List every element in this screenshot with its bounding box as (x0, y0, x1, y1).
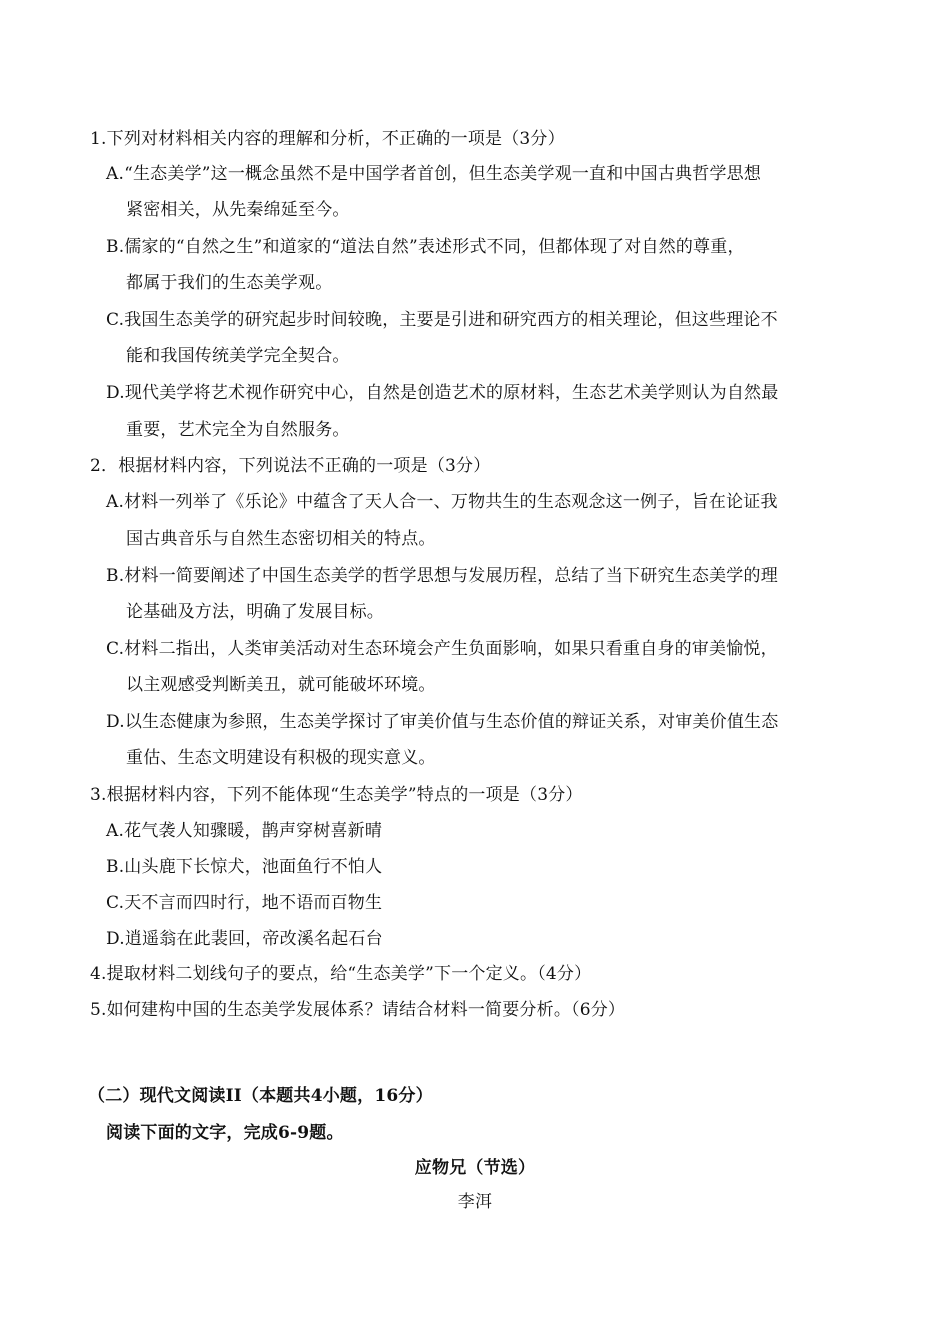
section-heading: （二）现代文阅读II（本题共4小题，16分） (88, 1086, 433, 1106)
question-1-option-c-line-2: 能和我国传统美学完全契合。 (126, 346, 350, 366)
question-2-option-a-line-1: A.材料一列举了《乐论》中蕴含了天人合一、万物共生的生态观念这一例子，旨在论证我 (106, 492, 778, 512)
question-5-stem: 5.如何建构中国的生态美学发展体系？请结合材料一简要分析。（6分） (90, 1000, 626, 1020)
question-1-stem: 1.下列对材料相关内容的理解和分析，不正确的一项是（3分） (90, 129, 565, 149)
question-1-option-a-line-1: A.“生态美学”这一概念虽然不是中国学者首创，但生态美学观一直和中国古典哲学思想 (106, 164, 762, 184)
question-2-option-d-line-2: 重估、生态文明建设有积极的现实意义。 (126, 748, 436, 768)
question-2-option-b-line-1: B.材料一简要阐述了中国生态美学的哲学思想与发展历程，总结了当下研究生态美学的理 (106, 566, 778, 586)
question-1-option-d-line-1: D.现代美学将艺术视作研究中心，自然是创造艺术的原材料，生态艺术美学则认为自然最 (106, 383, 779, 403)
question-3-option-c: C.天不言而四时行，地不语而百物生 (106, 893, 383, 913)
section-instruction: 阅读下面的文字，完成6-9题。 (106, 1123, 344, 1143)
question-1-option-a-line-2: 紧密相关，从先秦绵延至今。 (126, 200, 350, 220)
question-1-option-d-line-2: 重要，艺术完全为自然服务。 (126, 420, 350, 440)
question-2-option-c-line-2: 以主观感受判断美丑，就可能破坏环境。 (126, 675, 436, 695)
question-3-option-d: D.逍遥翁在此裴回，帝改溪名起石台 (106, 929, 383, 949)
passage-author: 李洱 (457, 1192, 493, 1212)
question-2-option-d-line-1: D.以生态健康为参照，生态美学探讨了审美价值与生态价值的辩证关系，对审美价值生态 (106, 712, 779, 732)
question-1-option-c-line-1: C.我国生态美学的研究起步时间较晚，主要是引进和研究西方的相关理论，但这些理论不 (106, 310, 778, 330)
passage-title: 应物兄（节选） (414, 1158, 536, 1178)
question-2-option-a-line-2: 国古典音乐与自然生态密切相关的特点。 (126, 529, 436, 549)
question-4-stem: 4.提取材料二划线句子的要点，给“生态美学”下一个定义。（4分） (90, 964, 592, 984)
question-2-option-c-line-1: C.材料二指出，人类审美活动对生态环境会产生负面影响，如果只看重自身的审美愉悦， (106, 639, 778, 659)
question-1-option-b-line-1: B.儒家的“自然之生”和道家的“道法自然”表述形式不同，但都体现了对自然的尊重， (106, 237, 745, 257)
question-1-option-b-line-2: 都属于我们的生态美学观。 (126, 273, 333, 293)
question-2-stem: 2．根据材料内容，下列说法不正确的一项是（3分） (90, 456, 491, 476)
question-3-option-a: A.花气袭人知骤暖，鹊声穿树喜新晴 (106, 821, 383, 841)
question-3-stem: 3.根据材料内容，下列不能体现“生态美学”特点的一项是（3分） (90, 785, 583, 805)
question-3-option-b: B.山头鹿下长惊犬，池面鱼行不怕人 (106, 857, 383, 877)
question-2-option-b-line-2: 论基础及方法，明确了发展目标。 (126, 602, 384, 622)
